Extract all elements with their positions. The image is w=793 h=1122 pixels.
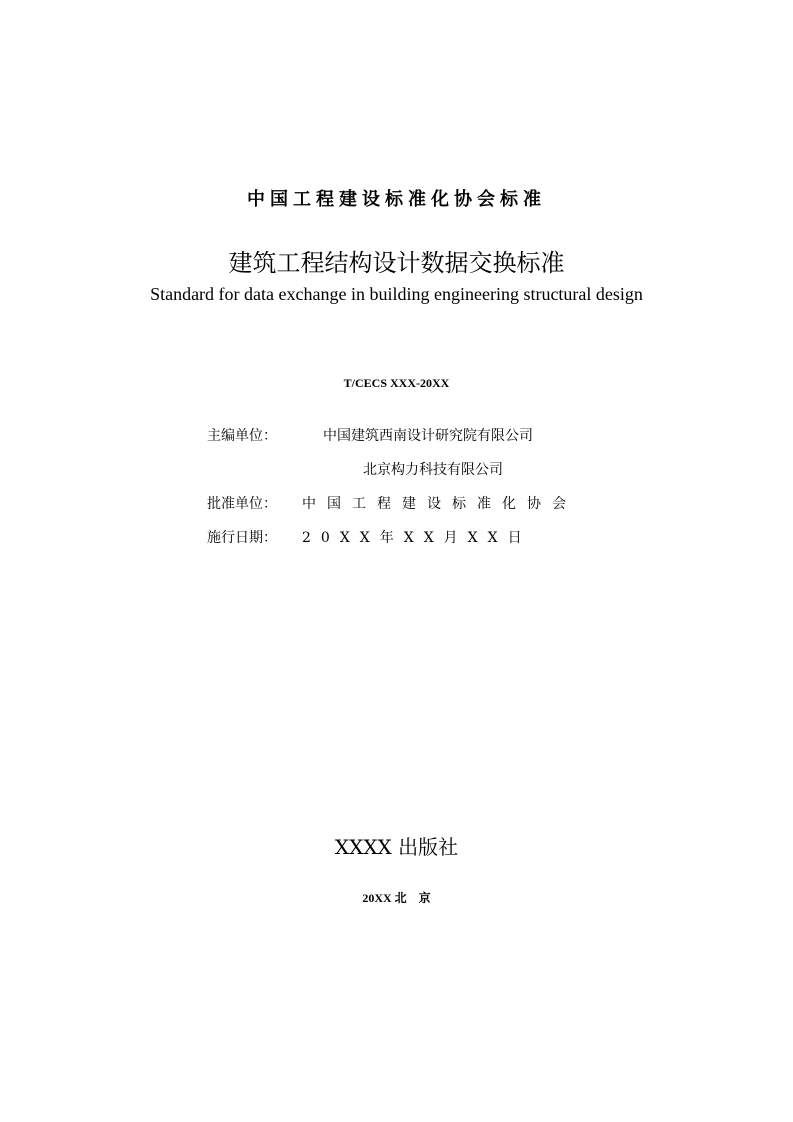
- effective-date-value: 20XX年XX月XX日: [302, 530, 532, 546]
- standard-title-chinese: 建筑工程结构设计数据交换标准: [228, 249, 565, 277]
- standard-title-english: Standard for data exchange in building engineering structural design: [150, 284, 643, 304]
- editor-unit-label: 主编单位：: [207, 428, 277, 444]
- approver-label: 批准单位：: [207, 496, 277, 512]
- approver-value: 中国工程建设标准化协会: [302, 496, 577, 512]
- editor-unit-2: 北京构力科技有限公司: [363, 462, 503, 478]
- editor-unit-1: 中国建筑西南设计研究院有限公司: [323, 428, 533, 444]
- publication-place-year: 20XX 北 京: [362, 891, 431, 905]
- association-title: 中国工程建设标准化协会标准: [247, 189, 546, 210]
- effective-date-label: 施行日期：: [207, 530, 277, 546]
- standard-code: T/CECS XXX-20XX: [343, 376, 450, 390]
- publisher-name: XXXX 出版社: [334, 835, 459, 859]
